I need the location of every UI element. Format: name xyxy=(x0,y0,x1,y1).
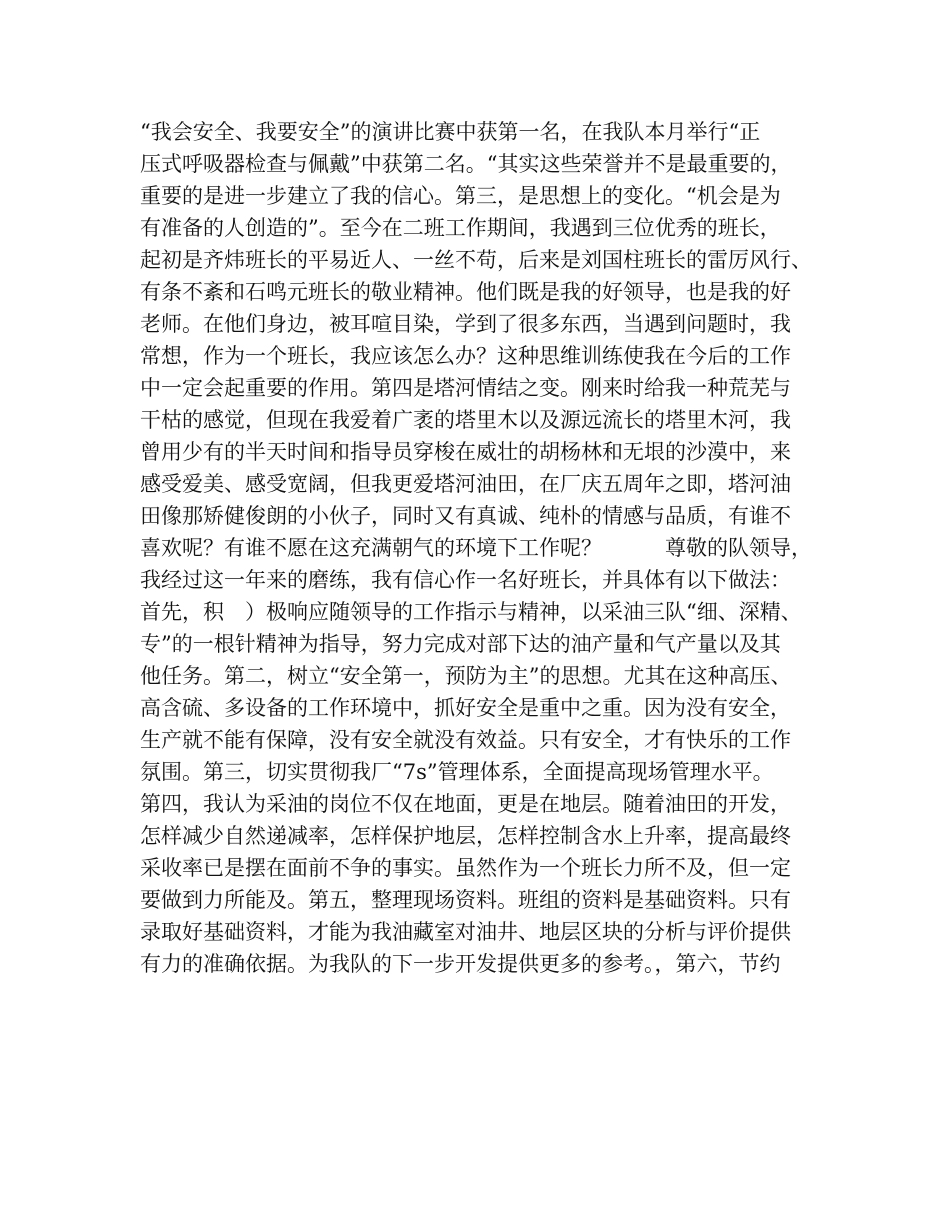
text-line: 重要的是进一步建立了我的信心。第三，是思想上的变化。“机会是为 xyxy=(140,184,781,208)
text-line: 录取好基础资料，才能为我油藏室对油井、地层区块的分析与评价提供 xyxy=(140,920,791,944)
text-line: 我经过这一年来的磨练，我有信心作一名好班长，并具体有以下做法： xyxy=(140,568,791,592)
text-line: 田像那矫健俊朗的小伙子，同时又有真诚、纯朴的情感与品质，有谁不 xyxy=(140,504,791,528)
text-line: 高含硫、多设备的工作环境中，抓好安全是重中之重。因为没有安全， xyxy=(140,696,791,720)
text-line: 压式呼吸器检查与佩戴”中获第二名。“其实这些荣誉并不是最重要的， xyxy=(140,152,792,176)
body-text xyxy=(140,116,840,980)
text-line: 曾用少有的半天时间和指导员穿梭在威壮的胡杨林和无垠的沙漠中，来 xyxy=(140,440,791,464)
text-line: 他任务。第二，树立“安全第一，预防为主”的思想。尤其在这种高压、 xyxy=(140,664,792,688)
text-line: 感受爱美、感受宽阔，但我更爱塔河油田，在厂庆五周年之即，塔河油 xyxy=(140,472,791,496)
text-line: 常想，作为一个班长，我应该怎么办？这种思维训练使我在今后的工作 xyxy=(140,344,791,368)
text-line: 怎样减少自然递减率，怎样保护地层，怎样控制含水上升率，提高最终 xyxy=(140,824,791,848)
text-line: 有力的准确依据。为我队的下一步开发提供更多的参考。，第六，节约 xyxy=(140,952,781,976)
text-line: 采收率已是摆在面前不争的事实。虽然作为一个班长力所不及，但一定 xyxy=(140,856,791,880)
text-line: 起初是齐炜班长的平易近人、一丝不苟，后来是刘国柱班长的雷厉风行、 xyxy=(140,248,812,272)
text-line: 氛围。第三，切实贯彻我厂“7s”管理体系，全面提高现场管理水平。 xyxy=(140,760,774,784)
text-line: 干枯的感觉，但现在我爱着广袤的塔里木以及源远流长的塔里木河，我 xyxy=(140,408,791,432)
text-line: 第四，我认为采油的岗位不仅在地面，更是在地层。随着油田的开发， xyxy=(140,792,791,816)
text-line: 老师。在他们身边，被耳喧目染，学到了很多东西，当遇到问题时，我 xyxy=(140,312,791,336)
text-line: 要做到力所能及。第五，整理现场资料。班组的资料是基础资料。只有 xyxy=(140,888,791,912)
text-line: “我会安全、我要安全”的演讲比赛中获第一名，在我队本月举行“正 xyxy=(140,120,761,144)
text-line: 专”的一根针精神为指导，努力完成对部下达的油产量和气产量以及其 xyxy=(140,632,781,656)
text-line: 有准备的人创造的”。至今在二班工作期间，我遇到三位优秀的班长， xyxy=(140,216,781,240)
text-line: 有条不紊和石鸣元班长的敬业精神。他们既是我的好领导，也是我的好 xyxy=(140,280,791,304)
text-line: 生产就不能有保障，没有安全就没有效益。只有安全，才有快乐的工作 xyxy=(140,728,791,752)
text-line: 喜欢呢？有谁不愿在这充满朝气的环境下工作呢？ 尊敬的队领导， xyxy=(140,536,812,560)
text-line: 首先，积 ）极响应随领导的工作指示与精神，以采油三队“细、深精、 xyxy=(140,600,802,624)
text-line: 中一定会起重要的作用。第四是塔河情结之变。刚来时给我一种荒芜与 xyxy=(140,376,791,400)
